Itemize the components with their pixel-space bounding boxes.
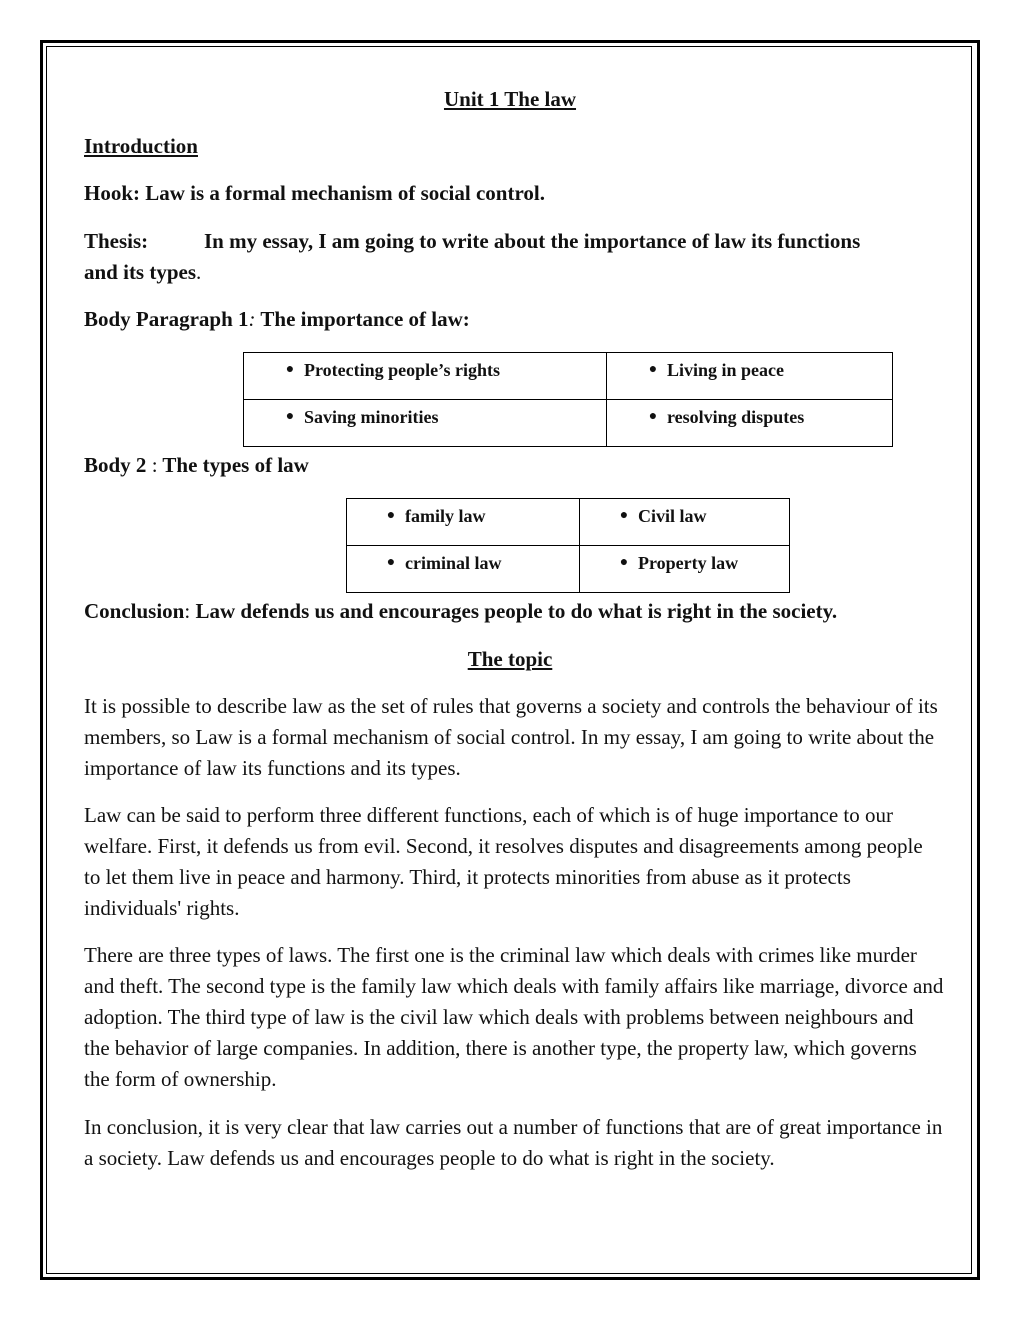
thesis-text-continued: and its types. — [84, 260, 202, 284]
topic-heading: The topic — [467, 647, 553, 671]
table-row — [347, 499, 790, 546]
bullet-icon: ● — [285, 409, 295, 424]
bullet-icon: ● — [619, 555, 629, 570]
bullet-icon: ● — [648, 409, 658, 424]
introduction-heading: Introduction — [84, 134, 198, 158]
table-cell: ● Protecting people’s rights — [244, 353, 607, 400]
table-cell: ● Civil law — [580, 499, 790, 546]
bullet-icon: ● — [619, 508, 629, 523]
bullet-icon: ● — [648, 362, 658, 377]
unit-title: Unit 1 The law — [443, 87, 577, 111]
essay-paragraph-conclusion: In conclusion, it is very clear that law carries out a number of functions that are of great importance in a society. Law defends us and encourages people to do what is right in the society. — [84, 1115, 943, 1170]
essay-paragraph-types: There are three types of laws. The first one is the criminal law which deals with crimes like murder and theft. The second type is the family law which deals with family affairs like marriage, divorce and adoption. The third type of law is the civil law which deals with problems between neighbours and the behavior of large companies. In addition, there is another type, the property law, which governs the form of ownership. — [84, 943, 944, 1091]
bullet-icon: ● — [386, 555, 396, 570]
importance-table — [243, 352, 893, 447]
table-row — [347, 546, 790, 593]
table-cell: ● Living in peace — [607, 353, 893, 400]
table-cell: ● resolving disputes — [607, 400, 893, 447]
bullet-icon: ● — [386, 508, 396, 523]
table-cell: ● Saving minorities — [244, 400, 607, 447]
conclusion-line: Conclusion: Law defends us and encourages people to do what is right in the society. — [84, 599, 838, 623]
thesis-label: Thesis: — [84, 229, 149, 253]
body2-heading: Body 2 : The types of law — [84, 453, 309, 477]
bullet-icon: ● — [285, 362, 295, 377]
table-row — [244, 400, 893, 447]
types-table — [346, 498, 790, 593]
table-row — [244, 353, 893, 400]
table-cell: ● family law — [347, 499, 580, 546]
essay-paragraph-intro: It is possible to describe law as the set of rules that governs a society and controls the behaviour of its members, so Law is a formal mechanism of social control. In my essay, I am going to write about the importance of law its functions and its types. — [84, 694, 938, 780]
thesis-text: In my essay, I am going to write about the importance of law its functions — [204, 229, 861, 253]
body1-heading: Body Paragraph 1: The importance of law: — [84, 307, 470, 331]
table-cell: ● criminal law — [347, 546, 580, 593]
hook-line: Hook: Law is a formal mechanism of social control. — [84, 181, 545, 205]
essay-paragraph-functions: Law can be said to perform three different functions, each of which is of huge importance to our welfare. First, it defends us from evil. Second, it resolves disputes and disagreements among people to let them live in peace and harmony. Third, it protects minorities from abuse as it protects individuals' rights. — [84, 803, 923, 920]
table-cell: ● Property law — [580, 546, 790, 593]
